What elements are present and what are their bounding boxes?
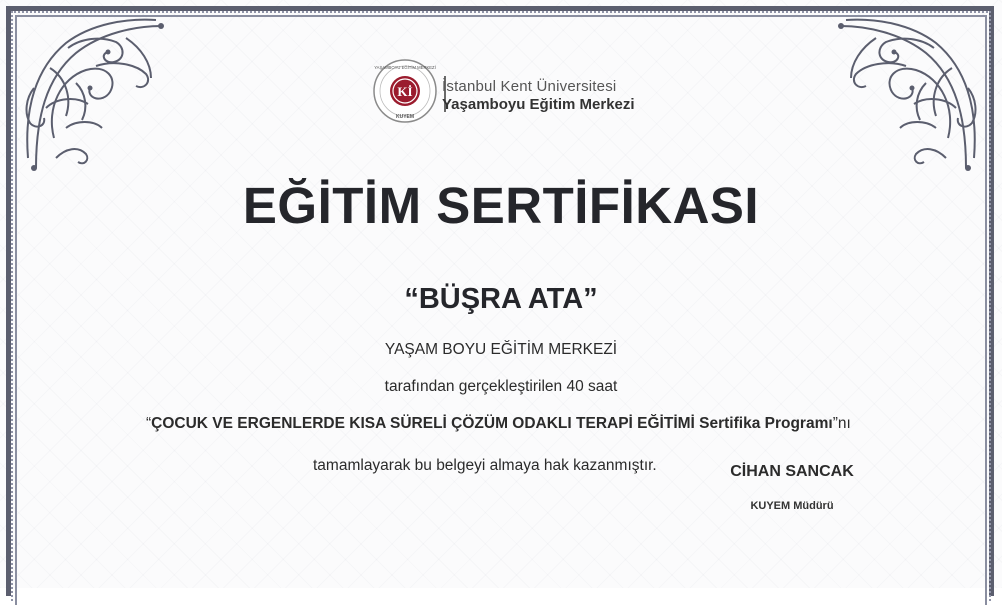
program-line [146, 415, 886, 433]
kuyem-seal-icon [372, 58, 438, 124]
svg-text:YAŞAMBOYU EĞİTİM MERKEZİ: YAŞAMBOYU EĞİTİM MERKEZİ [374, 65, 436, 70]
completion-line: tamamlayarak bu belgeyi almaya hak kazanmıştır. [313, 457, 657, 474]
svg-text:Kİ: Kİ [397, 84, 413, 99]
university-logo [372, 58, 640, 136]
program-open-quote: “ [146, 415, 152, 432]
program-close-quote: ”nı [832, 415, 851, 432]
hours-line: tarafından gerçekleştirilen 40 saat [384, 378, 618, 395]
logo-center-name: Yaşamboyu Eğitim Merkezi [442, 96, 635, 113]
svg-text:KUYEM: KUYEM [395, 114, 415, 120]
corner-ornament-left [6, 8, 168, 176]
signatory-title: KUYEM Müdürü [750, 500, 834, 512]
certificate-title: EĞİTİM SERTİFİKASI [242, 177, 760, 234]
signatory-name: CİHAN SANCAK [730, 463, 854, 480]
recipient-name: “BÜŞRA ATA” [404, 283, 598, 315]
program-name: ÇOCUK VE ERGENLERDE KISA SÜRELİ ÇÖZÜM ODAKLI TERAPİ EĞİTİMİ Sertifika Programı [151, 415, 833, 432]
logo-university-name: İstanbul Kent Üniversitesi [442, 78, 617, 95]
issuer-line: YAŞAM BOYU EĞİTİM MERKEZİ [384, 341, 618, 358]
corner-ornament-right [834, 8, 996, 176]
